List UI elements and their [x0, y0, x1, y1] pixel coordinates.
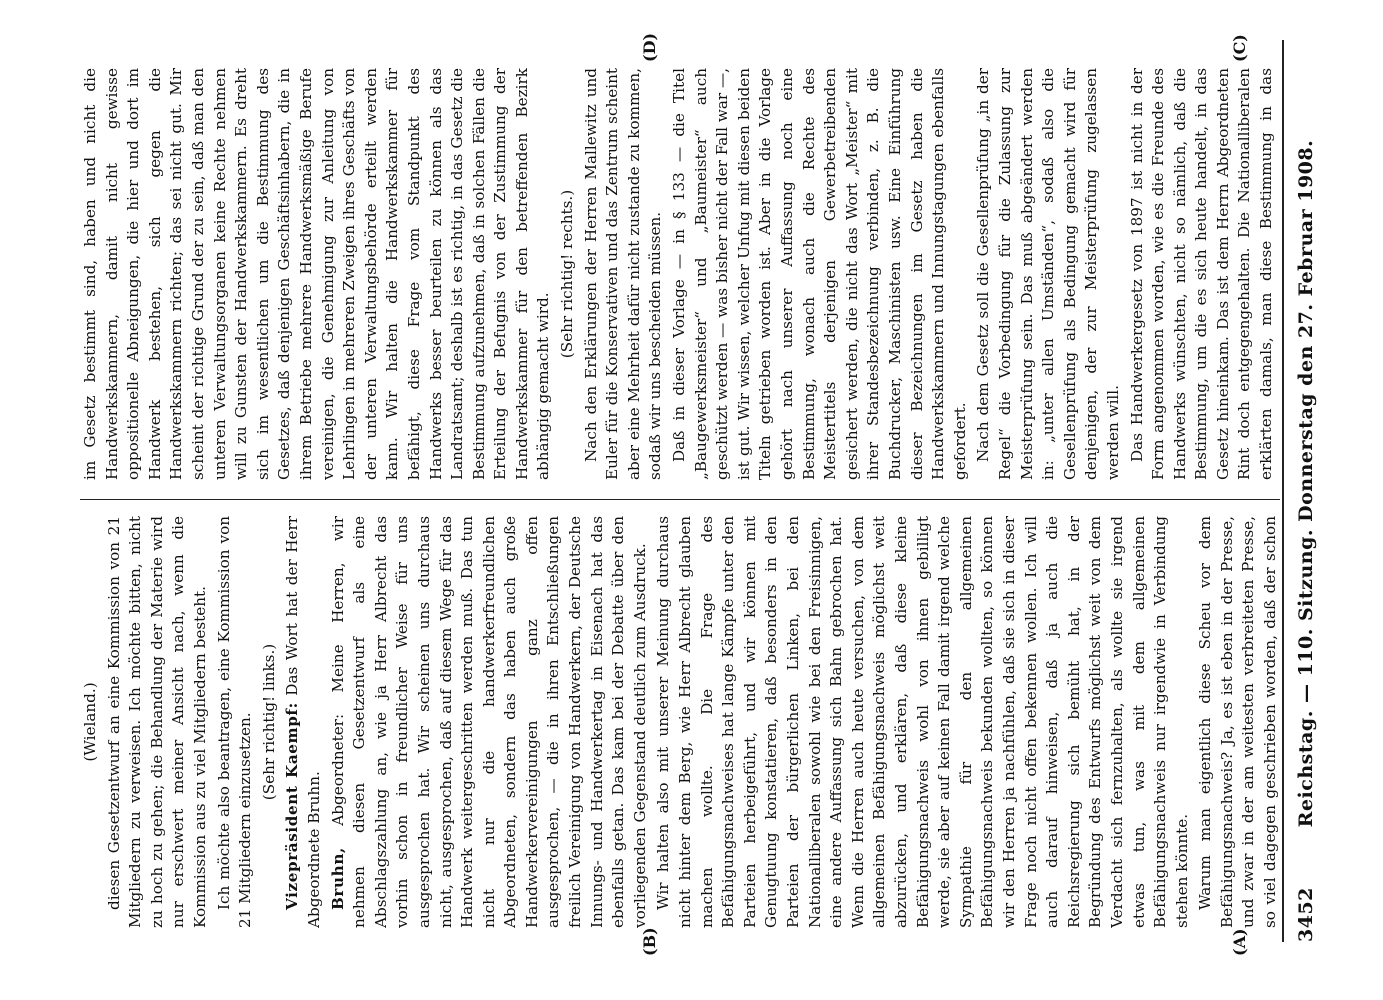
speech-text: Abgeordneter: Meine Herren, wir nehmen diesen Gesetzentwurf als eine Abschlagszahlung an, wie ja Herr Albrecht das vorhin schon in freundlicher Weise für uns ausgesprochen hat. Wir scheinen uns durchaus nicht, ausgesprochen, daß auf diesem Wege für das Handwerk weitergeschritten werden muß. Das tun nicht nur die handwerkerfreundlichen Abgeordneten, sondern das haben auch große Handwerkervereinigungen ganz offen ausgesprochen, — die in ihren Entschließungen freilich Vereinigung von Handwerkern, der Deutsche Innungs- und Handwerkertag in Eisenach hat das ebenfalls getan. Das kam bei der Debatte über den vorliegenden Gegenstand deutlich zum Ausdruck. [328, 516, 649, 928]
interjection: (Sehr richtig! links.) [259, 643, 278, 801]
text-paragraph: im Gesetz bestimmt sind, haben und nicht die Handwerkskammern, damit nicht gewisse oppositionelle Abneigungen, die hier und dort im Handwerk bestehen, sich gegen die Handwerkskammern richten; das sei nicht gut. Mir scheint der richtige Grund der zu sein, daß man den unteren Verwaltungsorganen keine Rechte nehmen will zu Gunsten der Handwerkskammern. Es dreht sich im wesentlichen um die Bestimmung des Gesetzes, daß denjenigen Geschäftsinhabern, die in ihrem Betriebe mehrere Handwerksmäßige Berufe vereinigen, die Genehmigung zur Anleitung von Lehrlingen in mehreren Zweigen ihres Geschäfts von der unteren Verwaltungsbehörde erteilt werden kann. Wir halten die Handwerkskammer für befähigt, diese Frage vom Standpunkt des Handwerks besser beurteilen zu können als das Landratsamt; deshalb ist es richtig, in das Gesetz die Bestimmung aufzunehmen, daß in solchen Fällen die Erteilung der Befugnis von der Zustimmung der Handwerkskammer für den betreffenden Bezirk abhängig gemacht wird. [81, 68, 553, 480]
right-text-column [80, 68, 1280, 480]
page-header [1288, 40, 1324, 942]
left-text-column [80, 516, 1280, 928]
margin-letter-a: (A) [1230, 928, 1249, 956]
text-paragraph: Nach den Erklärungen der Herren Mallewitz und Euler für die Konservativen und das Zentrum scheint aber eine Mehrheit dafür nicht zustande zu kommen, sodaß wir uns bescheiden müssen. [581, 68, 665, 480]
interjection: (Sehr richtig! rechts.) [558, 189, 577, 359]
margin-letter-c: (C) [1230, 34, 1249, 62]
speaker-reference: (Wieland.) [81, 682, 99, 762]
page-title: Reichstag. — 110. Sitzung. Donnerstag den 27. Februar 1908. [1295, 139, 1317, 828]
header-rule [1282, 40, 1284, 942]
margin-letter-d: (D) [640, 32, 659, 62]
page-number: 3452 [1295, 887, 1317, 942]
speech-text: Das Wort hat der Herr Abgeordnete Bruhn. [283, 516, 323, 928]
text-paragraph: Wir halten also mit unserer Meinung durchaus nicht hinter dem Berg, wie Herr Albrecht glauben machen wollte. Die Frage des Befähigungsnachweises hat lange Kämpfe unter den Parteien herbeigeführt, und wir können mit Genugtuung konstatieren, daß besonders in den Parteien der bürgerlichen Linken, bei den Nationalliberalen sowohl wie bei den Freisinnigen, eine andere Auffassung sich Bahn gebrochen hat. Wenn die Herren auch heute versuchen, von dem allgemeinen Befähigungsnachweis möglichst weit abzurücken, und erklären, daß diese kleine Befähigungsnachweis wohl von ihnen gebilligt werde, sie aber auf keinen Fall damit irgend welche Sympathie für den allgemeinen Befähigungsnachweis bekunden wollten, so können wir den Herren ja nachfühlen, daß sie sich in dieser Frage noch nicht offen bekennen wollen. Ich will auch darauf hinweisen, daß ja auch die Reichsregierung sich bemüht hat, in der Begründung des Entwurfs möglichst weit von dem Verdacht sich fernzuhalten, als wollte sie irgend etwas tun, was mit dem allgemeinen Befähigungsnachweis nur irgendwie in Verbindung stehen könnte. [654, 516, 1191, 928]
text-paragraph: Nach dem Gesetz soll die Gesellenprüfung „in der Regel“ die Vorbedingung für die Zulassung zur Meisterprüfung sein. Das muß abgeändert werden in: „unter allen Umständen“, sodaß also die Gesellenprüfung als Bedingung gemacht wird für denjenigen, der zur Meisterprüfung zugelassen werden will. [974, 68, 1122, 480]
text-paragraph: diesen Gesetzentwurf an eine Kommission von 21 Mitgliedern zu verweisen. Ich möchte bitten, nicht zu hoch zu gehen; die Behandlung der Materie wird nur erschwert meiner Ansicht nach, wenn die Kommission aus zu viel Mitgliedern besteht. [104, 516, 209, 928]
text-paragraph: Warum man eigentlich diese Scheu vor dem Befähigungsnachweis? Ja, es ist eben in der Presse, und zwar in der am weitesten verbreiteten Presse, so viel dagegen geschrieben worden, daß der schon [1196, 516, 1280, 928]
text-paragraph: Daß in dieser Vorlage — in § 133 — die Titel „Baugewerksmeister“ und „Baumeister“ auch geschützt werden — was bisher nicht der Fall war —, ist gut. Wir wissen, welcher Unfug mit diesen beiden Titeln getrieben worden ist. Aber in die Vorlage gehört nach unserer Auffassung noch eine Bestimmung, wonach auch die Rechte des Meistertitels derjenigen Gewerbetreibenden gesichert werden, die nicht das Wort „Meister“ mit ihrer Standesbezeichnung verbinden, z. B. die Buchdrucker, Maschinisten usw. Eine Einführung dieser Bezeichnungen im Gesetz haben die Handwerkskammern und Innungstagungen ebenfalls gefordert. [670, 68, 969, 480]
speech-paragraph [328, 516, 652, 928]
text-paragraph: Das Handwerkergesetz von 1897 ist nicht in der Form angenommen worden, wie es die Freunde des Handwerks wünschten, nicht so nämlich, daß die Bestimmung, um die es sich heute handelt, in das Gesetz hineinkam. Das ist dem Herrn Abgeordneten Rint doch entgegengehalten. Die Nationalliberalen erklärten damals, man diese Bestimmung in das [1127, 68, 1276, 480]
text-paragraph: Ich möchte also beantragen, eine Kommission von 21 Mitgliedern einzusetzen. [214, 516, 255, 928]
column-divider [80, 499, 1280, 500]
speech-paragraph [282, 516, 325, 928]
speaker-name: Vizepräsident Kaempf: [283, 702, 302, 910]
margin-letter-b: (B) [640, 927, 659, 956]
speaker-name: Bruhn, [328, 847, 347, 910]
